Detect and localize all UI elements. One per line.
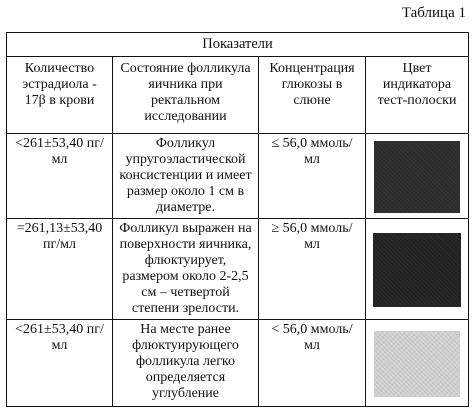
table-header-row [7,33,469,57]
cell-glucose: ≥ 56,0 ммоль/мл [259,219,366,320]
cell-estradiol: <261±53,40 пг/мл [7,320,113,407]
table-row [7,219,469,320]
cell-strip-color [366,134,469,219]
table-caption: Таблица 1 [401,5,466,21]
color-swatch [374,331,460,397]
column-header-strip-color: Цвет индикатора тест-полоски [366,57,469,134]
color-swatch [373,233,461,307]
cell-glucose: ≤ 56,0 ммоль/мл [259,134,366,219]
column-header-estradiol: Количество эстрадиола - 17β в крови [7,57,113,134]
indicators-header: Показатели [7,33,469,57]
table-row [7,320,469,407]
table-row [7,134,469,219]
column-header-follicle: Состояние фолликула яичника при ректальном исследовании [113,57,259,134]
indicators-table [6,32,469,407]
color-swatch [374,141,460,213]
column-header-glucose: Концентрация глюкозы в слюне [259,57,366,134]
cell-strip-color [366,320,469,407]
cell-estradiol: <261±53,40 пг/мл [7,134,113,219]
column-headers-row [7,57,469,134]
cell-glucose: < 56,0 ммоль/мл [259,320,366,407]
cell-follicle: На месте ранее флюктуирующего фолликула легко определяется углубление [113,320,259,407]
cell-follicle: Фолликул упругоэластической консистенции и имеет размер около 1 см в диаметре. [113,134,259,219]
cell-follicle: Фолликул выражен на поверхности яичника, флюктуирует, размером около 2-2,5 см – четвертой степени зрелости. [113,219,259,320]
cell-estradiol: =261,13±53,40 пг/мл [7,219,113,320]
cell-strip-color [366,219,469,320]
